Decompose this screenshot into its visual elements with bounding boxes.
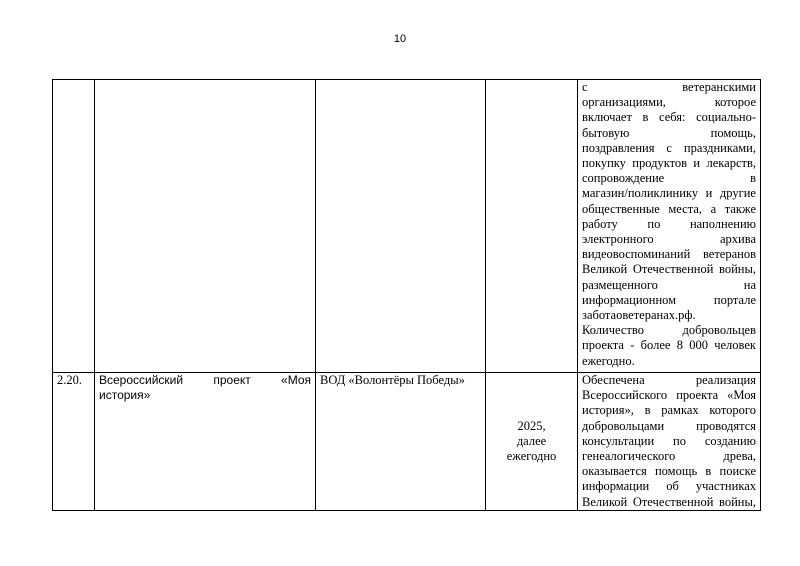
deadline-line: 2025, (517, 418, 546, 433)
table-row (53, 373, 761, 511)
result-line: организациями, которое (582, 95, 756, 110)
deadline-cell (486, 373, 578, 511)
organizer-cell: ВОД «Волонтёры Победы» (316, 373, 486, 511)
result-line: включает в себя: социально- (582, 110, 756, 125)
result-line: размещенного на (582, 277, 756, 292)
result-line: информации об участниках (582, 479, 756, 494)
result-line: Великой Отечественной войны, (582, 494, 756, 509)
result-line: магазин/поликлинику и другие (582, 186, 756, 201)
result-line: поздравления с праздниками, (582, 140, 756, 155)
result-line: добровольцами проводятся (582, 418, 756, 433)
result-line: Всероссийского проекта «Моя (582, 388, 756, 403)
result-line: бытовую помощь, (582, 125, 756, 140)
project-name-cell (95, 373, 316, 511)
result-line: видеовоспоминаний ветеранов (582, 247, 756, 262)
result-line: консультации по созданию (582, 433, 756, 448)
result-cell (578, 80, 761, 373)
project-name-line: история» (99, 388, 151, 402)
result-line: электронного архива (582, 232, 756, 247)
result-line: Великой Отечественной войны, (582, 262, 756, 277)
page-number: 10 (393, 33, 407, 45)
result-line: общественные места, а также (582, 201, 756, 216)
result-line: ежегодно. (582, 353, 635, 368)
result-line: генеалогического древа, (582, 449, 756, 464)
result-line: Обеспечена реализация (582, 373, 756, 387)
result-line: Количество добровольцев (582, 323, 756, 338)
project-name-line: Всероссийский проект «Моя (99, 373, 311, 387)
result-line: история», в рамках которого (582, 403, 756, 418)
result-line: информационном портале (582, 292, 756, 307)
result-line: сопровождение в (582, 171, 756, 186)
result-line: покупку продуктов и лекарств, (582, 156, 756, 171)
result-cell (578, 373, 761, 511)
table-row (53, 80, 761, 373)
result-line: работу по наполнению (582, 216, 756, 231)
project-name-cell (95, 80, 316, 373)
deadline-cell (486, 80, 578, 373)
result-line: заботаоветеранах.рф. (582, 308, 696, 323)
measures-table (52, 79, 761, 511)
deadline-line: ежегодно (506, 449, 557, 464)
deadline-line: далее (516, 433, 547, 448)
row-number-cell: 2.20. (53, 373, 95, 511)
result-line: проекта - более 8 000 человек (582, 338, 756, 353)
result-line: с ветеранскими (582, 80, 756, 94)
result-line: оказывается помощь в поиске (582, 464, 756, 479)
row-number-cell (53, 80, 95, 373)
organizer-cell (316, 80, 486, 373)
